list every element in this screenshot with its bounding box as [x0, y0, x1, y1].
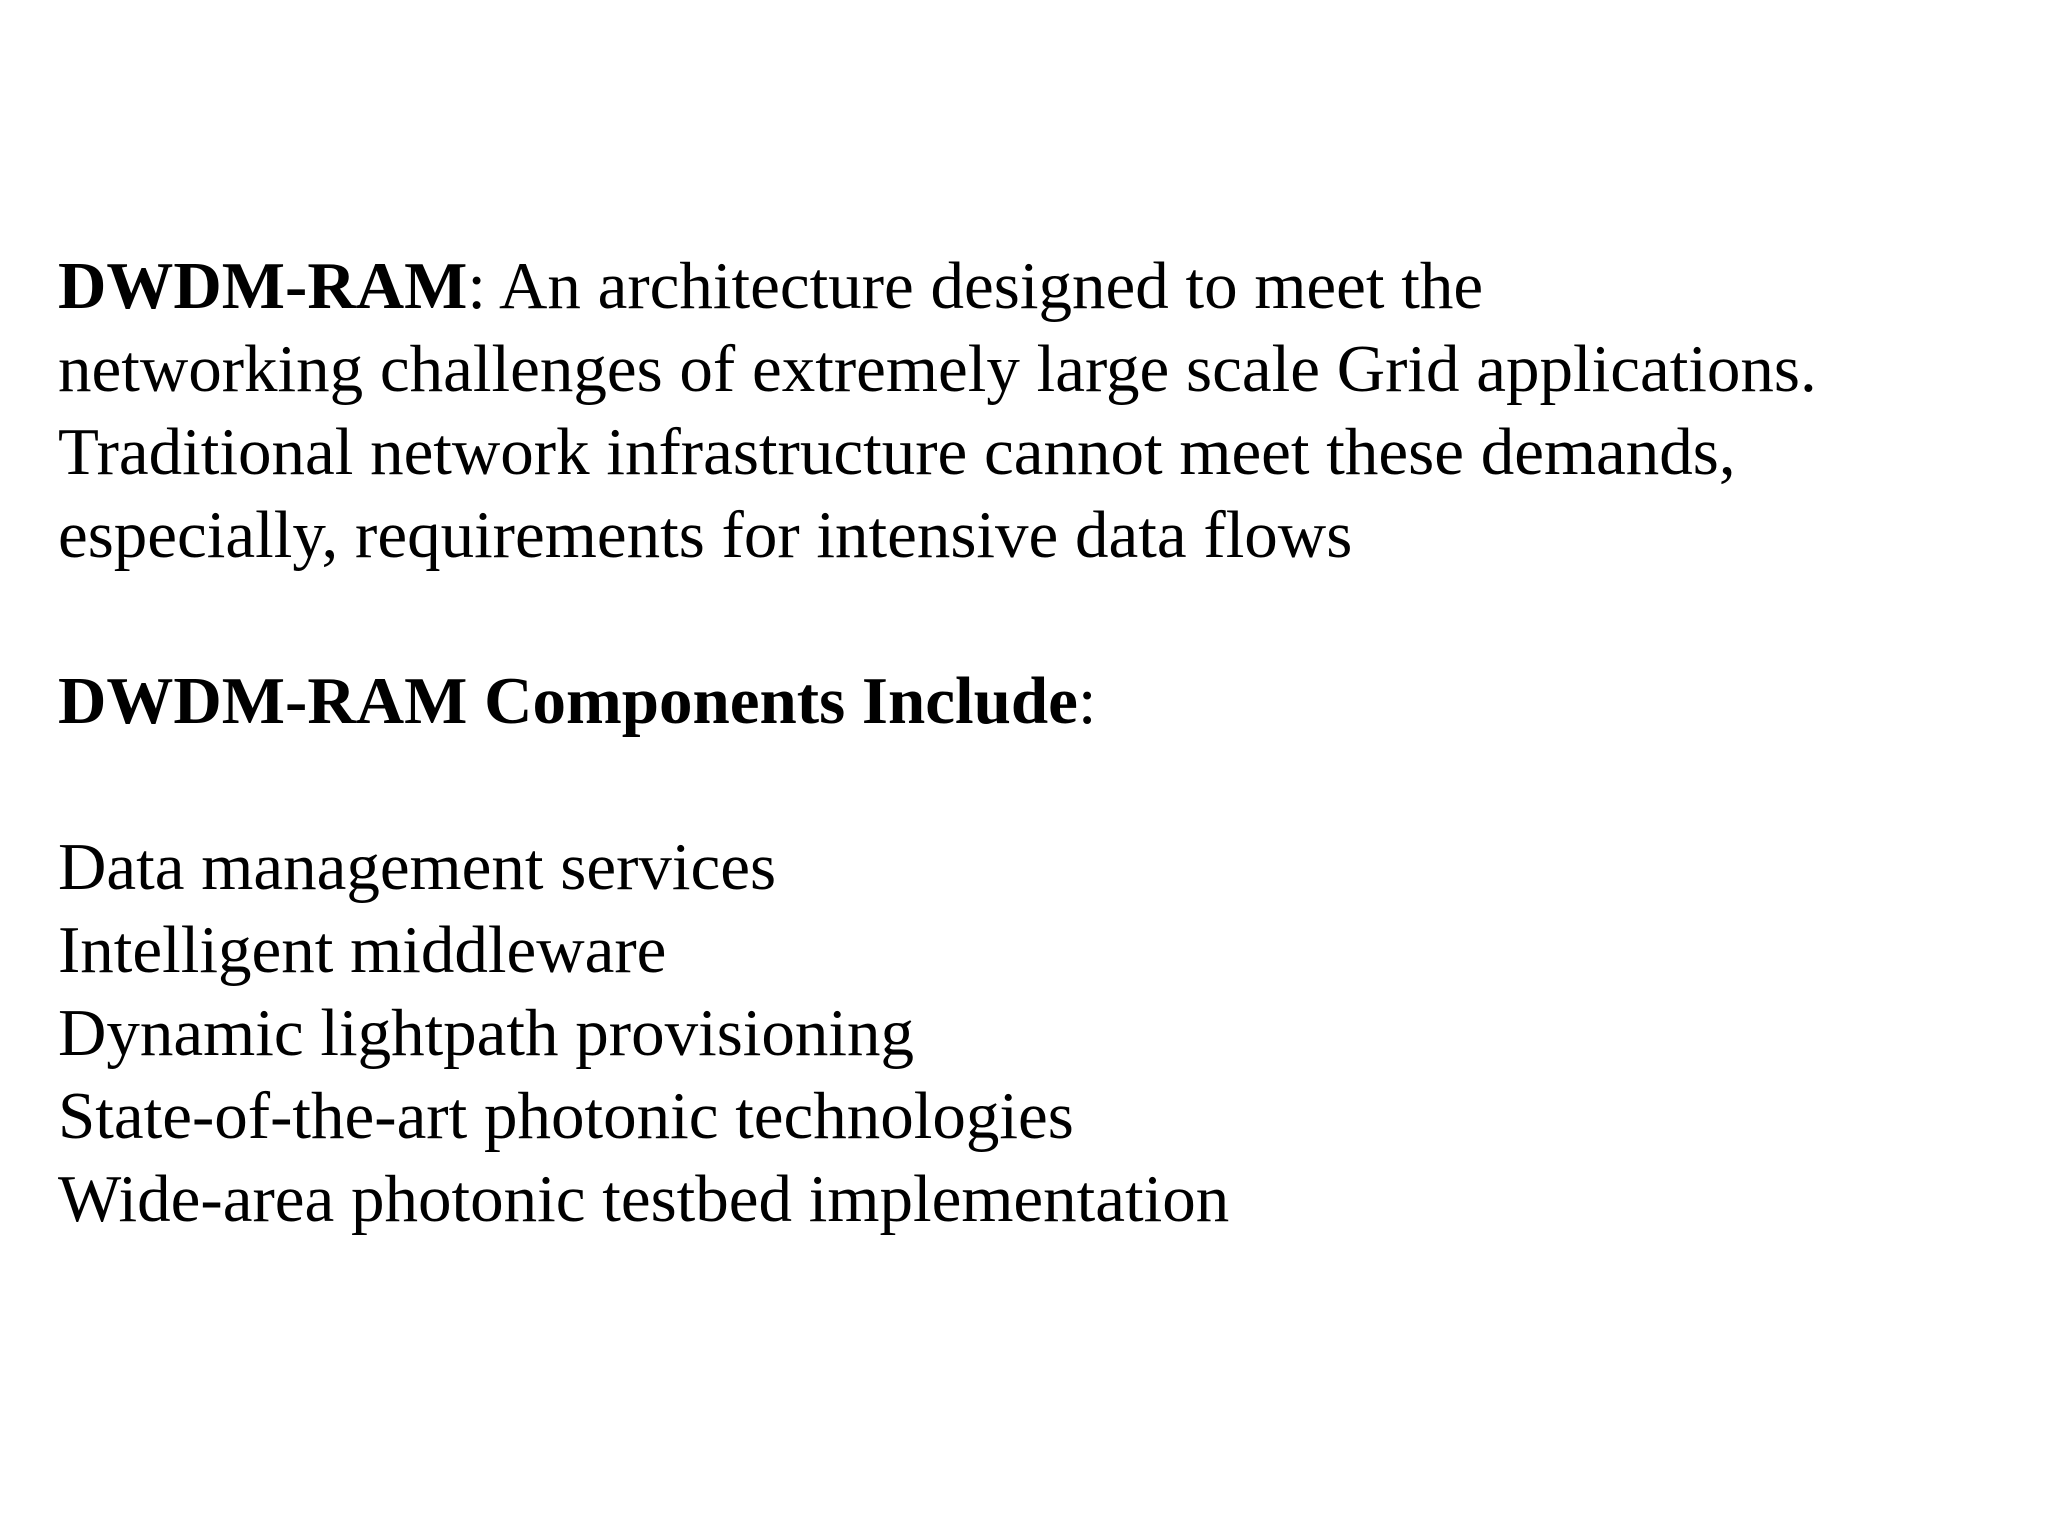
slide-content [58, 245, 2008, 1241]
intro-line-2: networking challenges of extremely large scale Grid applications. [58, 332, 1817, 406]
component-item-data-management: Data management services [58, 830, 777, 904]
section-spacer [58, 577, 2008, 660]
intro-line-3: Traditional network infrastructure cannot meet these demands, [58, 415, 1736, 489]
intro-line-4: especially, requirements for intensive data flows [58, 498, 1353, 572]
intro-definition-start: : An architecture designed to meet the [467, 249, 1484, 323]
components-heading-text: DWDM-RAM Components Include [58, 664, 1078, 738]
component-item-intelligent-middleware: Intelligent middleware [58, 913, 667, 987]
list-spacer [58, 743, 2008, 826]
component-item-lightpath-provisioning: Dynamic lightpath provisioning [58, 996, 915, 1070]
dwdm-ram-term: DWDM-RAM [58, 249, 468, 323]
components-heading [58, 660, 2008, 743]
components-list [58, 826, 2008, 1241]
component-item-photonic-testbed: Wide-area photonic testbed implementation [58, 1162, 1230, 1236]
components-heading-colon: : [1077, 664, 1097, 738]
component-item-photonic-technologies: State-of-the-art photonic technologies [58, 1079, 1074, 1153]
intro-first-line [58, 245, 2008, 328]
